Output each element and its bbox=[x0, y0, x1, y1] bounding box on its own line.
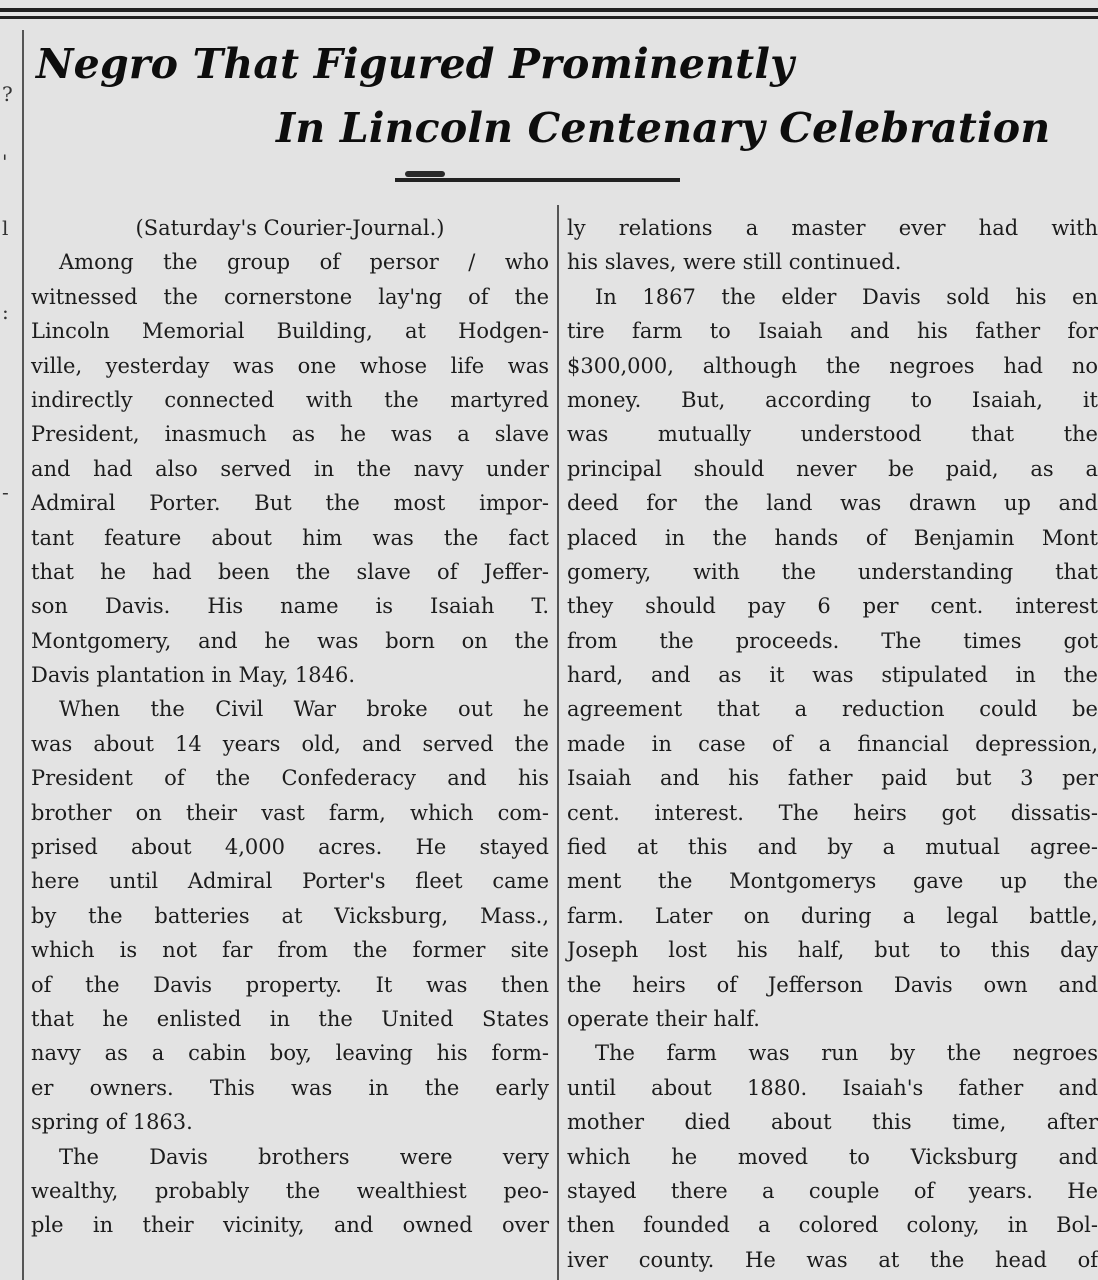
article-text-line: tant feature about him was the fact bbox=[31, 525, 549, 550]
article-text-line: until about 1880. Isaiah's father and bbox=[567, 1075, 1098, 1100]
headline-line-1: Negro That Figured Prominently bbox=[36, 40, 795, 88]
article-text-line: brother on their vast farm, which com- bbox=[31, 800, 549, 825]
article-text-line: navy as a cabin boy, leaving his form- bbox=[31, 1041, 549, 1066]
article-text-line: Davis plantation in May, 1846. bbox=[31, 663, 356, 688]
article-text-line: Lincoln Memorial Building, at Hodgen- bbox=[31, 319, 549, 344]
article-text-line: tire farm to Isaiah and his father for bbox=[567, 319, 1098, 344]
article-column-right bbox=[567, 211, 1098, 1277]
article-text-line: mother died about this time, after bbox=[567, 1110, 1098, 1135]
article-text-line: then founded a colored colony, in Bol- bbox=[567, 1213, 1098, 1238]
article-text-line: from the proceeds. The times got bbox=[567, 628, 1098, 653]
article-text-line: that he had been the slave of Jeffer- bbox=[31, 559, 549, 584]
article-text-line: his slaves, were still continued. bbox=[567, 250, 902, 275]
article-text-line: farm. Later on during a legal battle, bbox=[567, 903, 1098, 928]
article-text-line: er owners. This was in the early bbox=[31, 1075, 549, 1100]
article-text-line: wealthy, probably the wealthiest peo- bbox=[31, 1178, 549, 1203]
article-text-line: was about 14 years old, and served the bbox=[31, 731, 549, 756]
article-text-line: spring of 1863. bbox=[31, 1110, 193, 1135]
article-text-line: here until Admiral Porter's fleet came bbox=[31, 869, 549, 894]
article-text-line: cent. interest. The heirs got dissatis- bbox=[567, 800, 1098, 825]
article-text-line: The Davis brothers were very bbox=[59, 1144, 549, 1169]
article-text-line: When the Civil War broke out he bbox=[59, 697, 549, 722]
margin-fragment: - bbox=[2, 480, 9, 504]
article-text-line: Isaiah and his father paid but 3 per bbox=[567, 766, 1098, 791]
article-text-line: by the batteries at Vicksburg, Mass., bbox=[31, 903, 549, 928]
article-text-line: they should pay 6 per cent. interest bbox=[567, 594, 1098, 619]
article-text-line: ment the Montgomerys gave up the bbox=[567, 869, 1098, 894]
article-text-line: was mutually understood that the bbox=[567, 422, 1098, 447]
article-text-line: agreement that a reduction could be bbox=[567, 697, 1098, 722]
article-text-line: fied at this and by a mutual agree- bbox=[567, 835, 1098, 860]
article-text-line: which he moved to Vicksburg and bbox=[567, 1144, 1098, 1169]
article-column-left bbox=[31, 211, 549, 1243]
margin-fragment: l bbox=[2, 216, 9, 240]
article-text-line: indirectly connected with the martyred bbox=[31, 387, 549, 412]
article-text-line: that he enlisted in the United States bbox=[31, 1006, 549, 1031]
article-text-line: witnessed the cornerstone lay'ng of the bbox=[31, 284, 549, 309]
top-border-rule bbox=[0, 8, 1098, 12]
article-text-line: iver county. He was at the head of bbox=[567, 1247, 1098, 1272]
headline-dash-rule bbox=[395, 178, 680, 182]
headline-line-2: In Lincoln Centenary Celebration bbox=[276, 104, 1051, 152]
article-text-line: President of the Confederacy and his bbox=[31, 766, 549, 791]
article-text-line: son Davis. His name is Isaiah T. bbox=[31, 594, 549, 619]
article-text-line: gomery, with the understanding that bbox=[567, 559, 1098, 584]
column-divider bbox=[557, 205, 559, 1280]
article-text-line: and had also served in the navy under bbox=[31, 456, 549, 481]
article-text-line: placed in the hands of Benjamin Mont bbox=[567, 525, 1098, 550]
article-text-line: of the Davis property. It was then bbox=[31, 972, 549, 997]
article-text-line: stayed there a couple of years. He bbox=[567, 1178, 1098, 1203]
article-text-line: hard, and as it was stipulated in the bbox=[567, 663, 1098, 688]
article-text-line: Montgomery, and he was born on the bbox=[31, 628, 549, 653]
article-text-line: Admiral Porter. But the most impor- bbox=[31, 491, 549, 516]
article-text-line: President, inasmuch as he was a slave bbox=[31, 422, 549, 447]
article-text-line: In 1867 the elder Davis sold his en bbox=[595, 284, 1098, 309]
article-text-line: operate their half. bbox=[567, 1006, 760, 1031]
article-text-line: the heirs of Jefferson Davis own and bbox=[567, 972, 1098, 997]
article-text-line: principal should never be paid, as a bbox=[567, 456, 1098, 481]
article-text-line: deed for the land was drawn up and bbox=[567, 491, 1098, 516]
article-text-line: Among the group of persor / who bbox=[59, 250, 549, 275]
article-text-line: ple in their vicinity, and owned over bbox=[31, 1213, 549, 1238]
top-border-rule-thin bbox=[0, 16, 1098, 19]
article-text-line: prised about 4,000 acres. He stayed bbox=[31, 835, 549, 860]
article-text-line: Joseph lost his half, but to this day bbox=[567, 938, 1098, 963]
article-text-line: ly relations a master ever had with bbox=[567, 216, 1098, 240]
article-text-line: The farm was run by the negroes bbox=[595, 1041, 1098, 1066]
headline-dash-ornament bbox=[405, 171, 445, 177]
article-text-line: made in case of a financial depression, bbox=[567, 731, 1098, 756]
article-text-line: $300,000, although the negroes had no bbox=[567, 353, 1098, 378]
margin-fragment: ? bbox=[2, 82, 13, 106]
article-text-line: (Saturday's Courier-Journal.) bbox=[135, 216, 445, 240]
left-margin-rule bbox=[22, 30, 24, 1280]
article-text-line: money. But, according to Isaiah, it bbox=[567, 387, 1098, 412]
margin-fragment: : bbox=[2, 300, 9, 324]
article-text-line: ville, yesterday was one whose life was bbox=[31, 353, 549, 378]
article-text-line: which is not far from the former site bbox=[31, 938, 549, 963]
margin-fragment: ' bbox=[2, 150, 8, 174]
